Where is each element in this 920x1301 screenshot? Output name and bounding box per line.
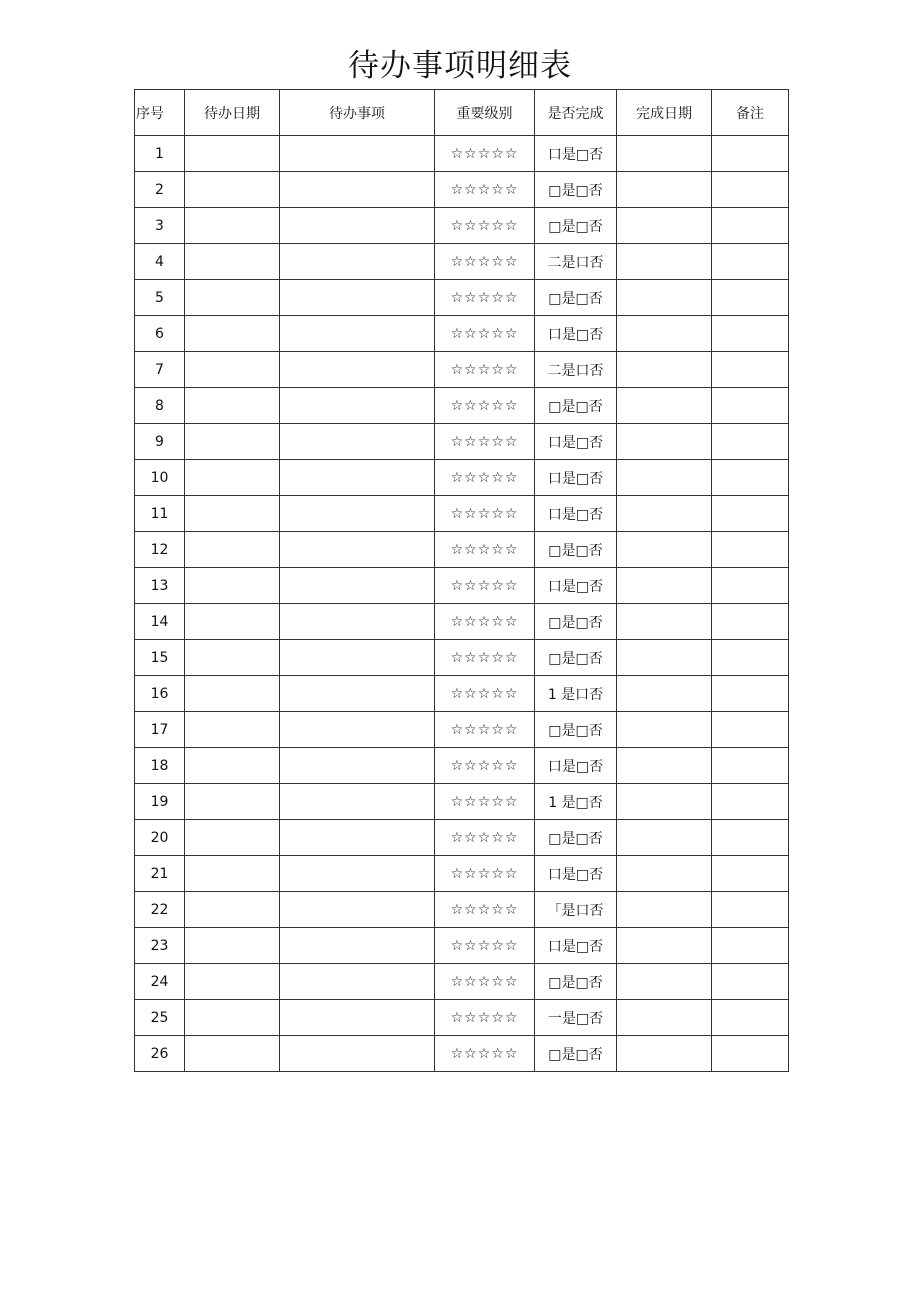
cell-no: 14 <box>135 604 185 640</box>
table-row <box>135 460 789 496</box>
cell-done: 口是□否 <box>535 748 617 784</box>
cell-date[interactable] <box>185 208 280 244</box>
cell-note[interactable] <box>712 532 789 568</box>
cell-note[interactable] <box>712 424 789 460</box>
cell-note[interactable] <box>712 820 789 856</box>
cell-level: ☆☆☆☆☆ <box>435 1036 535 1072</box>
cell-note[interactable] <box>712 316 789 352</box>
table-row <box>135 1036 789 1072</box>
cell-item[interactable] <box>280 748 435 784</box>
cell-note[interactable] <box>712 208 789 244</box>
cell-date[interactable] <box>185 316 280 352</box>
cell-date[interactable] <box>185 1036 280 1072</box>
cell-note[interactable] <box>712 496 789 532</box>
table-row <box>135 568 789 604</box>
cell-done-date[interactable] <box>617 784 712 820</box>
cell-no: 16 <box>135 676 185 712</box>
cell-level: ☆☆☆☆☆ <box>435 964 535 1000</box>
cell-no: 17 <box>135 712 185 748</box>
cell-done: 二是口否 <box>535 352 617 388</box>
cell-date[interactable] <box>185 172 280 208</box>
cell-done-date[interactable] <box>617 1000 712 1036</box>
cell-level: ☆☆☆☆☆ <box>435 568 535 604</box>
table-row <box>135 208 789 244</box>
cell-no: 24 <box>135 964 185 1000</box>
table-row <box>135 496 789 532</box>
header-level: 重要级别 <box>435 90 535 136</box>
cell-level: ☆☆☆☆☆ <box>435 748 535 784</box>
cell-done-date[interactable] <box>617 460 712 496</box>
cell-level: ☆☆☆☆☆ <box>435 784 535 820</box>
cell-done: 口是□否 <box>535 928 617 964</box>
cell-item[interactable] <box>280 316 435 352</box>
cell-level: ☆☆☆☆☆ <box>435 496 535 532</box>
cell-note[interactable] <box>712 568 789 604</box>
cell-done-date[interactable] <box>617 604 712 640</box>
cell-note[interactable] <box>712 892 789 928</box>
cell-date[interactable] <box>185 388 280 424</box>
cell-no: 3 <box>135 208 185 244</box>
table-row <box>135 856 789 892</box>
cell-item[interactable] <box>280 244 435 280</box>
cell-item[interactable] <box>280 712 435 748</box>
cell-done: □是□否 <box>535 712 617 748</box>
cell-no: 12 <box>135 532 185 568</box>
cell-date[interactable] <box>185 748 280 784</box>
cell-no: 1 <box>135 136 185 172</box>
cell-note[interactable] <box>712 1036 789 1072</box>
cell-level: ☆☆☆☆☆ <box>435 424 535 460</box>
cell-item[interactable] <box>280 1036 435 1072</box>
table-row <box>135 712 789 748</box>
cell-done-date[interactable] <box>617 748 712 784</box>
cell-done-date[interactable] <box>617 1036 712 1072</box>
cell-date[interactable] <box>185 676 280 712</box>
cell-date[interactable] <box>185 964 280 1000</box>
cell-done-date[interactable] <box>617 892 712 928</box>
cell-done: 口是□否 <box>535 856 617 892</box>
cell-level: ☆☆☆☆☆ <box>435 532 535 568</box>
cell-no: 11 <box>135 496 185 532</box>
cell-done: □是□否 <box>535 820 617 856</box>
cell-done-date[interactable] <box>617 532 712 568</box>
cell-done: □是□否 <box>535 532 617 568</box>
cell-level: ☆☆☆☆☆ <box>435 136 535 172</box>
cell-level: ☆☆☆☆☆ <box>435 820 535 856</box>
cell-note[interactable] <box>712 460 789 496</box>
cell-level: ☆☆☆☆☆ <box>435 244 535 280</box>
page-title: 待办事项明细表 <box>348 48 572 84</box>
cell-done: 一是□否 <box>535 1000 617 1036</box>
cell-date[interactable] <box>185 928 280 964</box>
cell-note[interactable] <box>712 928 789 964</box>
cell-item[interactable] <box>280 496 435 532</box>
cell-done: 口是□否 <box>535 568 617 604</box>
cell-note[interactable] <box>712 244 789 280</box>
cell-date[interactable] <box>185 136 280 172</box>
cell-date[interactable] <box>185 1000 280 1036</box>
cell-item[interactable] <box>280 676 435 712</box>
cell-no: 10 <box>135 460 185 496</box>
cell-date[interactable] <box>185 856 280 892</box>
cell-date[interactable] <box>185 244 280 280</box>
header-item: 待办事项 <box>280 90 435 136</box>
cell-done: □是□否 <box>535 388 617 424</box>
cell-done-date[interactable] <box>617 928 712 964</box>
cell-level: ☆☆☆☆☆ <box>435 208 535 244</box>
table-row <box>135 604 789 640</box>
cell-item[interactable] <box>280 136 435 172</box>
cell-no: 4 <box>135 244 185 280</box>
cell-no: 6 <box>135 316 185 352</box>
cell-date[interactable] <box>185 424 280 460</box>
cell-level: ☆☆☆☆☆ <box>435 1000 535 1036</box>
cell-done: 口是□否 <box>535 316 617 352</box>
cell-done: 口是□否 <box>535 460 617 496</box>
todo-table <box>134 89 789 1072</box>
cell-item[interactable] <box>280 856 435 892</box>
cell-item[interactable] <box>280 964 435 1000</box>
cell-date[interactable] <box>185 820 280 856</box>
cell-done-date[interactable] <box>617 712 712 748</box>
cell-done: 口是□否 <box>535 496 617 532</box>
cell-no: 25 <box>135 1000 185 1036</box>
cell-done: 1 是□否 <box>535 784 617 820</box>
cell-done: 1 是口否 <box>535 676 617 712</box>
cell-no: 7 <box>135 352 185 388</box>
cell-no: 2 <box>135 172 185 208</box>
cell-no: 21 <box>135 856 185 892</box>
cell-done: □是□否 <box>535 604 617 640</box>
cell-note[interactable] <box>712 676 789 712</box>
cell-item[interactable] <box>280 820 435 856</box>
cell-done-date[interactable] <box>617 316 712 352</box>
cell-no: 9 <box>135 424 185 460</box>
cell-done-date[interactable] <box>617 424 712 460</box>
cell-note[interactable] <box>712 640 789 676</box>
cell-done-date[interactable] <box>617 244 712 280</box>
table-row <box>135 352 789 388</box>
table-row <box>135 892 789 928</box>
table-row <box>135 388 789 424</box>
cell-item[interactable] <box>280 784 435 820</box>
cell-note[interactable] <box>712 352 789 388</box>
cell-item[interactable] <box>280 568 435 604</box>
cell-date[interactable] <box>185 496 280 532</box>
table-row <box>135 244 789 280</box>
cell-item[interactable] <box>280 388 435 424</box>
cell-no: 13 <box>135 568 185 604</box>
table-row <box>135 136 789 172</box>
cell-no: 18 <box>135 748 185 784</box>
cell-note[interactable] <box>712 172 789 208</box>
cell-no: 15 <box>135 640 185 676</box>
cell-level: ☆☆☆☆☆ <box>435 316 535 352</box>
cell-item[interactable] <box>280 928 435 964</box>
cell-done: □是□否 <box>535 1036 617 1072</box>
cell-item[interactable] <box>280 640 435 676</box>
table-row <box>135 172 789 208</box>
cell-done-date[interactable] <box>617 568 712 604</box>
cell-done-date[interactable] <box>617 208 712 244</box>
cell-date[interactable] <box>185 712 280 748</box>
cell-note[interactable] <box>712 856 789 892</box>
cell-note[interactable] <box>712 964 789 1000</box>
cell-level: ☆☆☆☆☆ <box>435 280 535 316</box>
cell-date[interactable] <box>185 892 280 928</box>
cell-item[interactable] <box>280 1000 435 1036</box>
cell-item[interactable] <box>280 892 435 928</box>
table-row <box>135 640 789 676</box>
cell-date[interactable] <box>185 640 280 676</box>
header-done: 是否完成 <box>535 90 617 136</box>
cell-date[interactable] <box>185 532 280 568</box>
cell-date[interactable] <box>185 352 280 388</box>
cell-date[interactable] <box>185 460 280 496</box>
cell-done: □是□否 <box>535 640 617 676</box>
cell-item[interactable] <box>280 532 435 568</box>
table-row <box>135 964 789 1000</box>
cell-item[interactable] <box>280 208 435 244</box>
cell-note[interactable] <box>712 136 789 172</box>
header-done-date: 完成日期 <box>617 90 712 136</box>
header-row <box>135 90 789 136</box>
cell-note[interactable] <box>712 712 789 748</box>
table-row <box>135 280 789 316</box>
cell-level: ☆☆☆☆☆ <box>435 892 535 928</box>
header-date: 待办日期 <box>185 90 280 136</box>
cell-done-date[interactable] <box>617 820 712 856</box>
table-row <box>135 1000 789 1036</box>
cell-done: 口是□否 <box>535 136 617 172</box>
cell-done-date[interactable] <box>617 388 712 424</box>
cell-date[interactable] <box>185 604 280 640</box>
cell-done-date[interactable] <box>617 964 712 1000</box>
cell-item[interactable] <box>280 172 435 208</box>
table-row <box>135 532 789 568</box>
cell-item[interactable] <box>280 460 435 496</box>
cell-level: ☆☆☆☆☆ <box>435 172 535 208</box>
cell-done-date[interactable] <box>617 136 712 172</box>
cell-no: 23 <box>135 928 185 964</box>
cell-done-date[interactable] <box>617 280 712 316</box>
cell-level: ☆☆☆☆☆ <box>435 460 535 496</box>
cell-level: ☆☆☆☆☆ <box>435 352 535 388</box>
cell-note[interactable] <box>712 748 789 784</box>
cell-item[interactable] <box>280 424 435 460</box>
cell-level: ☆☆☆☆☆ <box>435 676 535 712</box>
cell-note[interactable] <box>712 604 789 640</box>
cell-date[interactable] <box>185 568 280 604</box>
cell-item[interactable] <box>280 280 435 316</box>
cell-done: 口是□否 <box>535 424 617 460</box>
cell-done-date[interactable] <box>617 676 712 712</box>
cell-no: 22 <box>135 892 185 928</box>
table-row <box>135 784 789 820</box>
cell-done: □是□否 <box>535 280 617 316</box>
cell-no: 8 <box>135 388 185 424</box>
header-no: 序号 <box>135 90 185 136</box>
header-note: 备注 <box>712 90 789 136</box>
table-row <box>135 820 789 856</box>
table-row <box>135 424 789 460</box>
table-row <box>135 928 789 964</box>
cell-done: □是□否 <box>535 964 617 1000</box>
cell-level: ☆☆☆☆☆ <box>435 640 535 676</box>
cell-level: ☆☆☆☆☆ <box>435 712 535 748</box>
cell-no: 26 <box>135 1036 185 1072</box>
cell-note[interactable] <box>712 280 789 316</box>
cell-level: ☆☆☆☆☆ <box>435 856 535 892</box>
cell-done: □是□否 <box>535 172 617 208</box>
table-row <box>135 748 789 784</box>
cell-level: ☆☆☆☆☆ <box>435 604 535 640</box>
cell-item[interactable] <box>280 604 435 640</box>
cell-item[interactable] <box>280 352 435 388</box>
cell-level: ☆☆☆☆☆ <box>435 928 535 964</box>
table-row <box>135 676 789 712</box>
cell-note[interactable] <box>712 1000 789 1036</box>
cell-no: 19 <box>135 784 185 820</box>
cell-done-date[interactable] <box>617 352 712 388</box>
cell-done: 二是口否 <box>535 244 617 280</box>
table-row <box>135 316 789 352</box>
cell-done-date[interactable] <box>617 172 712 208</box>
cell-date[interactable] <box>185 784 280 820</box>
cell-note[interactable] <box>712 388 789 424</box>
cell-date[interactable] <box>185 280 280 316</box>
cell-done: □是□否 <box>535 208 617 244</box>
cell-note[interactable] <box>712 784 789 820</box>
cell-no: 5 <box>135 280 185 316</box>
cell-done-date[interactable] <box>617 856 712 892</box>
cell-done-date[interactable] <box>617 640 712 676</box>
cell-level: ☆☆☆☆☆ <box>435 388 535 424</box>
cell-done-date[interactable] <box>617 496 712 532</box>
cell-no: 20 <box>135 820 185 856</box>
cell-done: 「是口否 <box>535 892 617 928</box>
